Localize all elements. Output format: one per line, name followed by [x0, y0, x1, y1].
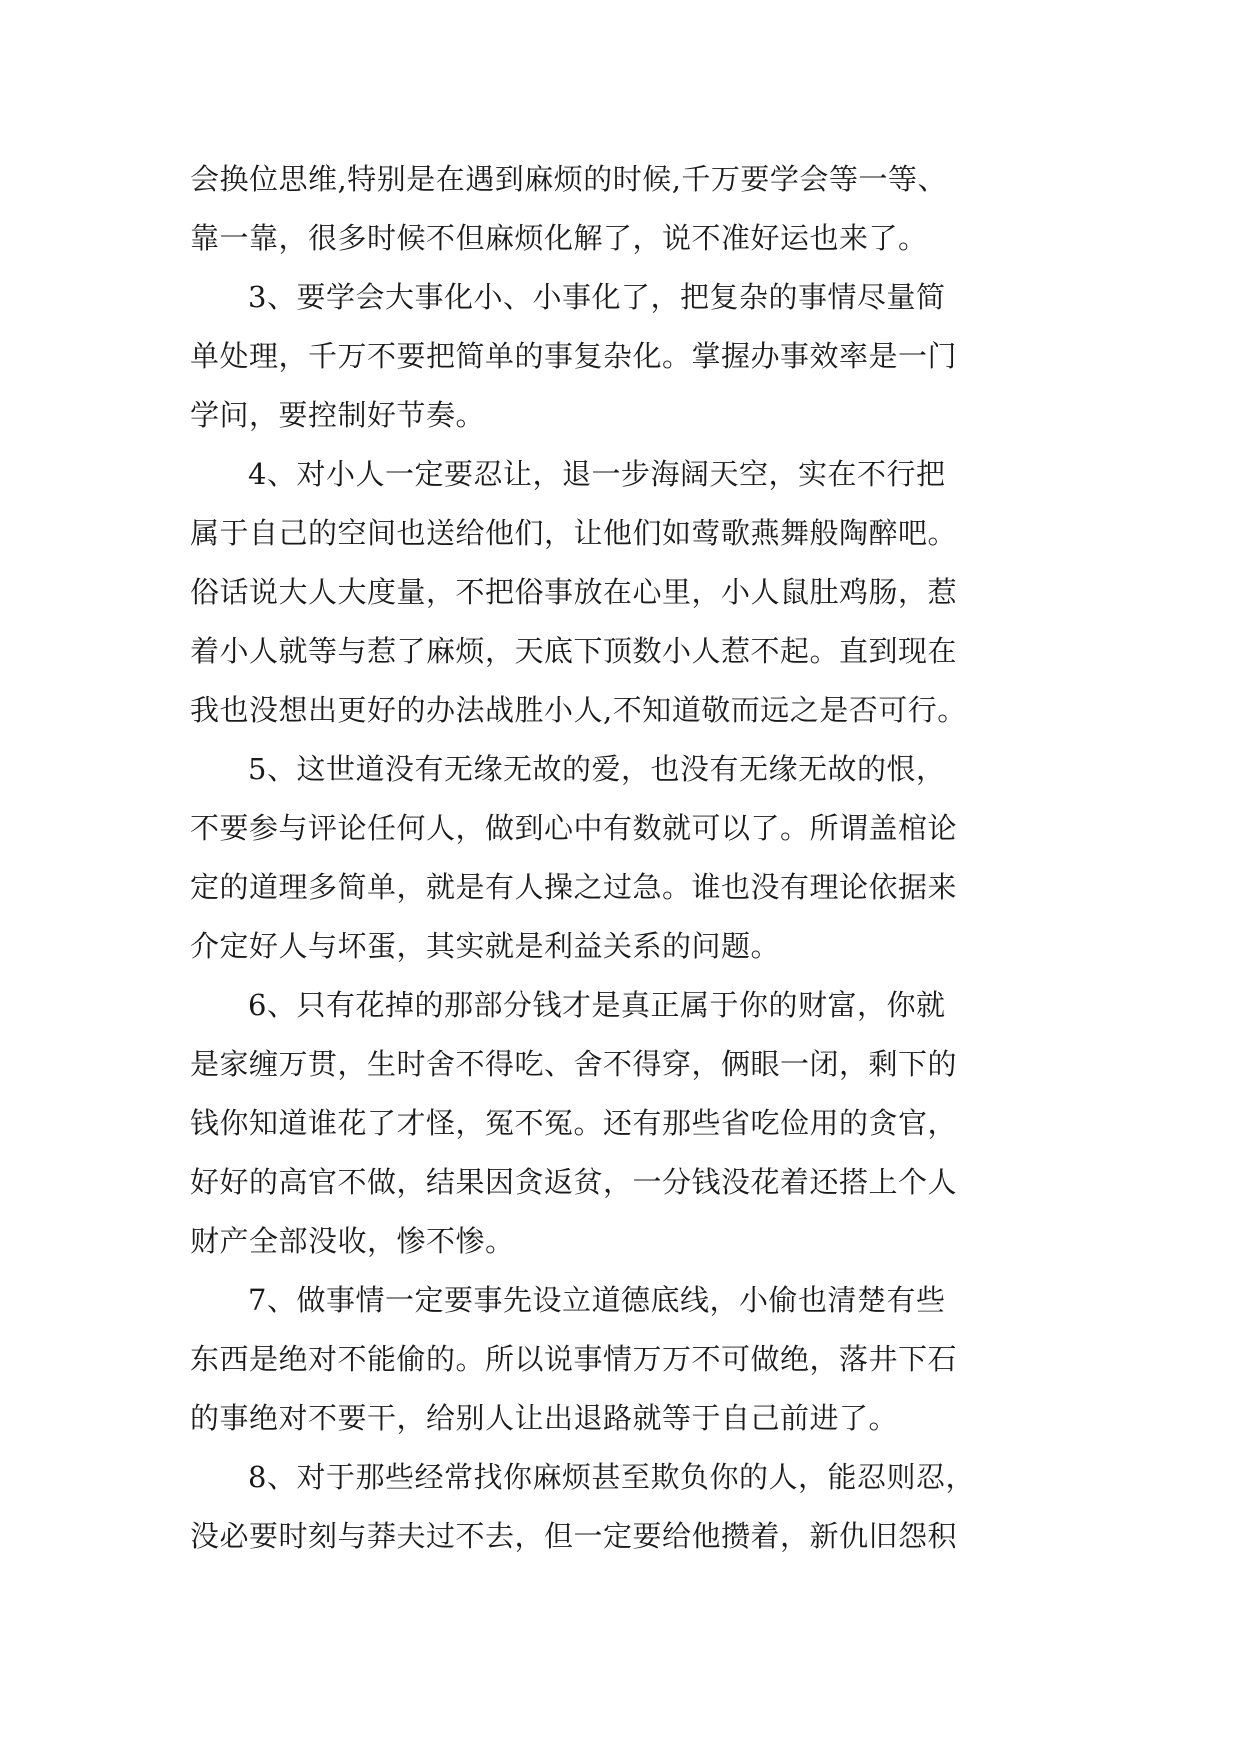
paragraph-start-line: 8、对于那些经常找你麻烦甚至欺负你的人，能忍则忍，: [248, 1460, 975, 1494]
text-line: 定的道理多简单，就是有人操之过急。谁也没有理论依据来: [190, 870, 958, 904]
paragraph-start-line: 4、对小人一定要忍让，退一步海阔天空，实在不行把: [248, 457, 946, 491]
text-line: 是家缠万贯，生时舍不得吃、舍不得穿，俩眼一闭，剩下的: [190, 1047, 958, 1081]
paragraph-start-line: 3、要学会大事化小、小事化了，把复杂的事情尽量简: [248, 280, 946, 314]
paragraph-start-line: 6、只有花掉的那部分钱才是真正属于你的财富，你就: [248, 988, 946, 1022]
text-line: 靠一靠，很多时候不但麻烦化解了，说不准好运也来了。: [190, 221, 928, 255]
text-line: 着小人就等与惹了麻烦，天底下顶数小人惹不起。直到现在: [190, 634, 958, 668]
text-line: 属于自己的空间也送给他们，让他们如莺歌燕舞般陶醉吧。: [190, 516, 958, 550]
text-line: 不要参与评论任何人，做到心中有数就可以了。所谓盖棺论: [190, 811, 958, 845]
text-line: 单处理，千万不要把简单的事复杂化。掌握办事效率是一门: [190, 339, 958, 373]
paragraph-start-line: 7、做事情一定要事先设立道德底线，小偷也清楚有些: [248, 1283, 946, 1317]
text-line: 俗话说大人大度量，不把俗事放在心里，小人鼠肚鸡肠，惹: [190, 575, 958, 609]
paragraph-start-line: 5、这世道没有无缘无故的爱，也没有无缘无故的恨，: [248, 752, 946, 786]
text-line: 财产全部没收，惨不惨。: [190, 1224, 515, 1258]
text-line: 好好的高官不做，结果因贪返贫，一分钱没花着还搭上个人: [190, 1165, 958, 1199]
text-line: 钱你知道谁花了才怪，冤不冤。还有那些省吃俭用的贪官，: [190, 1106, 958, 1140]
text-line: 我也没想出更好的办法战胜小人,不知道敬而远之是否可行。: [190, 693, 967, 727]
text-line: 学问，要控制好节奏。: [190, 398, 486, 432]
text-line: 没必要时刻与莽夫过不去，但一定要给他攒着，新仇旧怨积: [190, 1519, 958, 1553]
text-line: 东西是绝对不能偷的。所以说事情万万不可做绝，落井下石: [190, 1342, 958, 1376]
document-body: [190, 150, 1052, 1566]
text-line: 介定好人与坏蛋，其实就是利益关系的问题。: [190, 929, 781, 963]
text-line: 会换位思维,特别是在遇到麻烦的时候,千万要学会等一等、: [190, 162, 947, 196]
text-line: 的事绝对不要干，给别人让出退路就等于自己前进了。: [190, 1401, 899, 1435]
